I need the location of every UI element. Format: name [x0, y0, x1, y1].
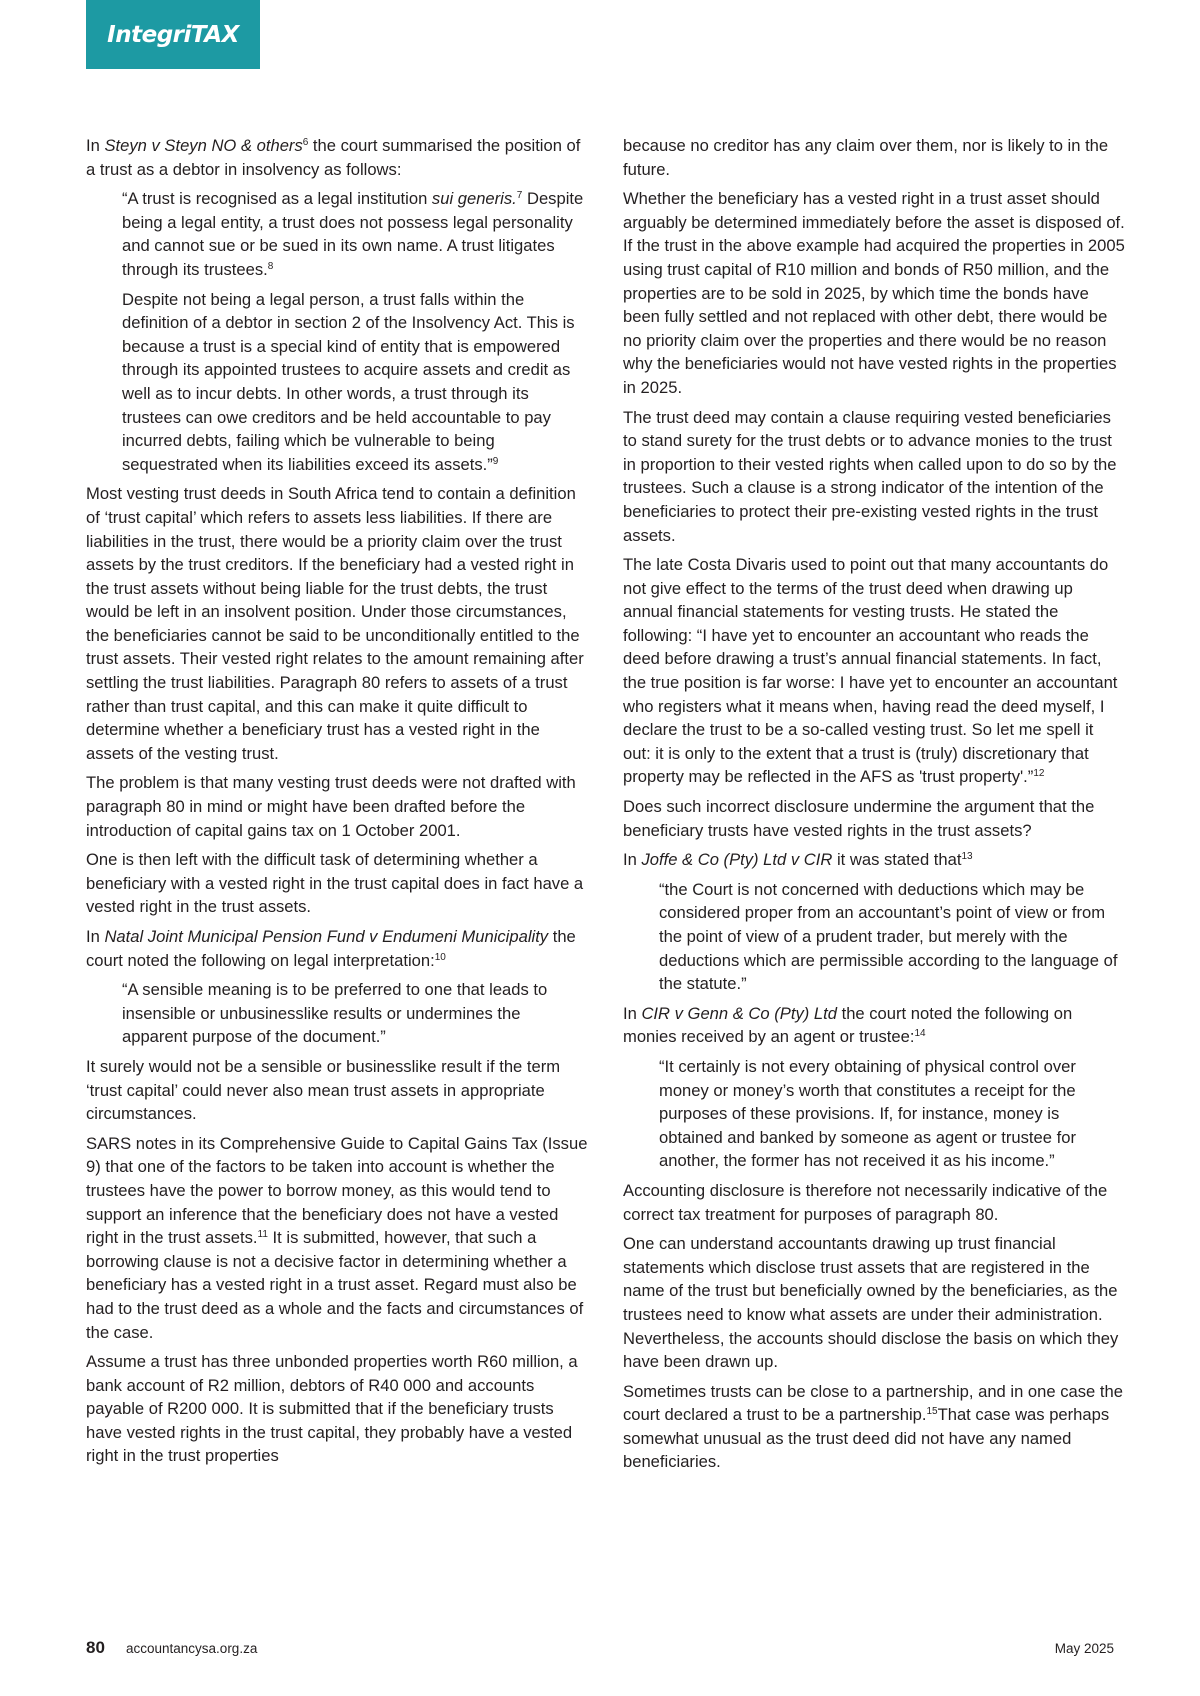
block-quote: “the Court is not concerned with deductions which may be considered proper from an accountant’s point of view or from the point of view of a prudent trader, but merely with the deductions which are permissible according to the language of the statute.” — [659, 879, 1118, 994]
paragraph: Assume a trust has three unbonded properties worth R60 million, a bank account of R2 million, debtors of R40 000 and accounts payable of R200 000. It is submitted that if the beneficiary trusts have vested rights in the trust capital, they probably have a vested right in the trust properties — [86, 1352, 578, 1466]
footnote-ref: 8 — [267, 260, 274, 272]
paragraph: It surely would not be a sensible or businesslike result if the term ‘trust capital’ could never also mean trust assets in appropriate circumstances. — [86, 1056, 561, 1124]
website-link[interactable]: accountancysa.org.za — [126, 1641, 258, 1656]
footnote-ref: 11 — [257, 1229, 268, 1241]
issue-date: May 2025 — [1054, 1641, 1114, 1656]
footnote-ref: 14 — [914, 1028, 926, 1040]
case-name: Joffe & Co (Pty) Ltd v CIR — [641, 850, 833, 870]
footnote-ref: 10 — [434, 951, 446, 963]
paragraph: Accounting disclosure is therefore not necessarily indicative of the correct tax treatment for purposes of paragraph 80. — [623, 1180, 1108, 1224]
page-footer — [86, 1638, 1114, 1662]
block-quote: “It certainly is not every obtaining of physical control over money or money’s worth that constitutes a receipt for the purposes of these provisions. If, for instance, money is obtained and banked by someone as agent or trustee for another, the former has not received it as his income.” — [659, 1056, 1076, 1171]
footnote-ref: 9 — [492, 455, 499, 467]
case-name: Steyn v Steyn NO & others — [104, 136, 303, 155]
paragraph: The problem is that many vesting trust deeds were not drafted with paragraph 80 in mind or might have been drafted before the introduction of capital gains tax on 1 October 2001. — [86, 773, 576, 840]
case-name: CIR v Genn & Co (Pty) Ltd — [641, 1003, 837, 1023]
paragraph: Most vesting trust deeds in South Africa tend to contain a definition of ‘trust capital’ which refers to assets less liabilities. If there are liabilities in the trust, there would be a priority claim over the trust assets by the trust creditors. If the beneficiary had a vested right in the trust assets without being liable for the trust debts, the trust would be left in an insolvent position. Under those circumstances, the beneficiaries cannot be said to be unconditionally entitled to the trust assets. Their vested right relates to the amount remaining after settling the trust liabilities. Paragraph 80 refers to assets of a trust rather than trust capital, and this can make it quite difficult to determine whether a beneficiary trust has a vested right in the assets of the vesting trust. — [86, 484, 584, 763]
paragraph: In Steyn v Steyn NO & others$^6$ the court summarised the position of a trust as a debtor in insolvency as follows: — [86, 136, 581, 179]
paragraph: Whether the beneficiary has a vested right in a trust asset should arguably be determined immediately before the asset is disposed of. If the trust in the above example had acquired the properties in 2005 using trust capital of R10 million and bonds of R50 million, and the properties are to be sold in 2025, by which time the bonds have been fully settled and not replaced with other debt, there would be no priority claim over the properties and there would be no reason why the beneficiaries would not have vested rights in the properties in 2025. — [623, 189, 1125, 397]
brand-logo-text: IntegriTAX — [107, 21, 239, 48]
paragraph: Does such incorrect disclosure undermine the argument that the beneficiary trusts have vested rights in the trust assets? — [623, 797, 1095, 840]
paragraph: because no creditor has any claim over them, nor is likely to in the future. — [623, 136, 1109, 179]
paragraph: The late Costa Divaris used to point out that many accountants do not give effect to the terms of the trust deed when drawing up annual financial statements for vesting trusts. He stated the following: “I have yet to encounter an accountant who reads the deed before drawing a trust’s annual financial statements. In fact, the true position is far worse: I have yet to encounter an accountant who registers what it means when, having read the deed myself, I declare the trust to be a so-called vesting trust. So let me spell it out: it is only to the extent that a trust is (truly) discretionary that property may be reflected in the AFS as 'trust property'.”$^{12}$ — [623, 555, 1118, 787]
paragraph: In Natal Joint Municipal Pension Fund v Endumeni Municipality the court noted the following on legal interpretation:$^{10}$ — [86, 927, 576, 970]
footnote-ref: 6 — [302, 137, 309, 148]
paragraph: Sometimes trusts can be close to a partnership, and in one case the court declared a trust to be a partnership.$^{15}$That case was perhaps somewhat unusual as the trust deed did not have any named beneficiaries. — [623, 1381, 1123, 1472]
footnote-ref: 12 — [1033, 768, 1045, 780]
right-column — [623, 134, 1125, 1480]
block-quote: “A sensible meaning is to be preferred to one that leads to insensible or unbusinesslike results or undermines the apparent purpose of the document.” — [122, 980, 548, 1047]
paragraph: One is then left with the difficult task of determining whether a beneficiary with a vested right in the trust capital does in fact have a vested right in the trust assets. — [86, 850, 584, 917]
left-column — [86, 134, 588, 1474]
footnote-ref: 13 — [961, 851, 973, 863]
brand-logo — [86, 0, 260, 69]
paragraph: SARS notes in its Comprehensive Guide to Capital Gains Tax (Issue 9) that one of the factors to be taken into account is whether the trustees have the power to borrow money, as this would tend to support an inference that the beneficiary does not have a vested right in the trust assets.$^{11}$ It is submitted, however, that such a borrowing clause is not a decisive factor in determining whether a beneficiary has a vested right in a trust asset. Regard must also be had to the trust deed as a whole and the facts and circumstances of the case. — [86, 1133, 588, 1342]
paragraph: One can understand accountants drawing up trust financial statements which disclose trust assets that are registered in the name of the trust but beneficially owned by the beneficiaries, as the trustees need to know what assets are under their administration. Nevertheless, the accounts should disclose the basis on which they have been drawn up. — [623, 1234, 1119, 1372]
block-quote: Despite not being a legal person, a trust falls within the definition of a debtor in section 2 of the Insolvency Act. This is because a trust is a special kind of entity that is empowered through its appointed trustees to acquire assets and credit as well as to incur debts. In other words, a trust through its trustees can owe creditors and be held accountable to pay incurred debts, failing which be vulnerable to being sequestrated when its liabilities exceed its assets.”$^9$ — [122, 289, 575, 474]
page-number: 80 — [86, 1638, 105, 1657]
paragraph: In CIR v Genn & Co (Pty) Ltd the court noted the following on monies received by an agent or trustee:$^{14}$ — [623, 1003, 1073, 1047]
block-quote: “A trust is recognised as a legal institution sui generis.$^7$ Despite being a legal entity, a trust does not possess legal personality and cannot sue or be sued in its own name. A trust litigates through its trustees.$^8$ — [122, 189, 584, 279]
paragraph: The trust deed may contain a clause requiring vested beneficiaries to stand surety for the trust debts or to advance monies to the trust in proportion to their vested rights when called upon to do so by the trustees. Such a clause is a strong indicator of the intention of the beneficiaries to protect their pre-existing vested rights in the trust assets. — [623, 407, 1117, 545]
footnote-ref: 15 — [926, 1406, 938, 1418]
footnote-ref: 7 — [516, 190, 523, 202]
paragraph: In Joffe & Co (Pty) Ltd v CIR it was stated that$^{13}$ — [623, 850, 973, 870]
case-name: Natal Joint Municipal Pension Fund v Endumeni Municipality — [104, 927, 549, 946]
